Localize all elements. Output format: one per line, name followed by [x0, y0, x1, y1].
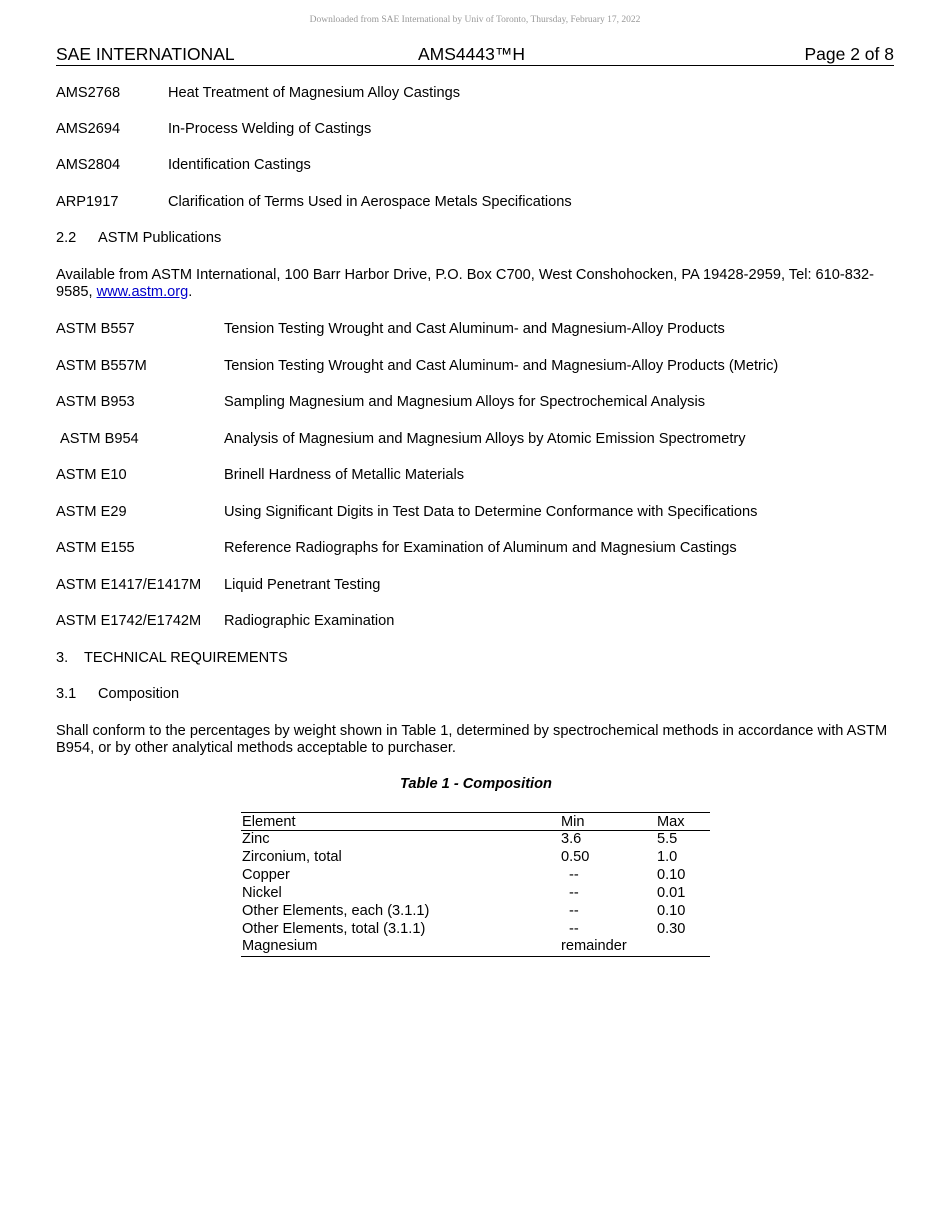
min-cell: 0.50 [561, 848, 590, 865]
reference-title: Using Significant Digits in Test Data to Determine Conformance with Specifications [224, 504, 758, 520]
composition-table [241, 812, 710, 957]
reference-code: AMS2694 [56, 121, 121, 137]
min-cell [560, 903, 656, 921]
section-title: Composition [98, 686, 180, 702]
column-header-max: Max [656, 813, 710, 831]
element-cell: Other Elements, total (3.1.1) [242, 920, 426, 937]
table-row [241, 903, 710, 921]
reference-title: Brinell Hardness of Metallic Materials [224, 467, 465, 483]
astm-intro-text: Available from ASTM International, 100 Barr Harbor Drive, P.O. Box C700, West Conshohocken, PA 19428-2959, Tel: 610-832-9585, [56, 267, 874, 300]
reference-title: Clarification of Terms Used in Aerospace Metals Specifications [168, 194, 572, 210]
min-value: -- [569, 902, 579, 919]
element-cell: Zinc [242, 831, 270, 847]
reference-code: ARP1917 [56, 194, 119, 210]
element-cell: Copper [242, 866, 290, 883]
min-cell [560, 867, 656, 885]
max-cell: 5.5 [657, 831, 678, 847]
header-doc-number: AMS4443™H [418, 44, 525, 64]
reference-code: AMS2768 [56, 85, 121, 101]
reference-title: Heat Treatment of Magnesium Alloy Castings [168, 85, 461, 101]
section-title: ASTM Publications [98, 230, 222, 246]
astm-intro-paragraph [56, 267, 896, 301]
min-value: -- [569, 884, 579, 901]
reference-code: ASTM B557 [56, 321, 135, 337]
element-cell: Zirconium, total [242, 848, 342, 865]
reference-title: Liquid Penetrant Testing [224, 577, 381, 593]
header-publisher: SAE INTERNATIONAL [56, 44, 235, 64]
reference-code: ASTM E10 [56, 467, 127, 483]
reference-code: AMS2804 [56, 157, 121, 173]
download-watermark: Downloaded from SAE International by Univ of Toronto, Thursday, February 17, 2022 [309, 15, 641, 25]
reference-title: In-Process Welding of Castings [168, 121, 372, 137]
min-cell: remainder [560, 938, 656, 956]
astm-intro-end: . [188, 284, 193, 300]
min-cell [560, 921, 656, 939]
element-cell: Other Elements, each (3.1.1) [242, 902, 430, 919]
section-title: TECHNICAL REQUIREMENTS [84, 650, 288, 666]
reference-code: ASTM E1742/E1742M [56, 613, 202, 629]
table-header-row [241, 813, 710, 831]
reference-code: ASTM E29 [56, 504, 127, 520]
reference-code: ASTM B953 [56, 394, 135, 410]
header-page-number: Page 2 of 8 [804, 44, 894, 64]
max-cell: 0.10 [657, 902, 686, 919]
composition-paragraph: Shall conform to the percentages by weight shown in Table 1, determined by spectrochemical methods in accordance with ASTM B954, or by other analytical methods acceptable to purchaser. [56, 723, 888, 756]
min-cell [560, 885, 656, 903]
element-cell: Magnesium [241, 938, 560, 956]
table-row [241, 921, 710, 939]
min-value: -- [569, 866, 579, 883]
section-number: 2.2 [56, 230, 77, 246]
min-cell: 3.6 [561, 831, 582, 847]
max-cell: 0.30 [657, 920, 686, 937]
min-value: -- [569, 920, 579, 937]
max-cell [656, 938, 710, 956]
reference-title: Tension Testing Wrought and Cast Aluminum- and Magnesium-Alloy Products [224, 321, 725, 337]
reference-code: ASTM E155 [56, 540, 135, 556]
reference-code: ASTM B954 [60, 431, 139, 447]
reference-title: Reference Radiographs for Examination of Aluminum and Magnesium Castings [224, 540, 737, 556]
reference-title: Radiographic Examination [224, 613, 395, 629]
column-header-element: Element [241, 813, 560, 831]
reference-title: Identification Castings [168, 157, 311, 173]
section-number: 3.1 [56, 686, 77, 702]
table-row [241, 867, 710, 885]
page-header [56, 44, 894, 66]
table-row [241, 885, 710, 903]
column-header-min: Min [560, 813, 656, 831]
element-cell: Nickel [242, 884, 282, 901]
astm-website-link[interactable]: www.astm.org [96, 284, 189, 300]
reference-title: Tension Testing Wrought and Cast Aluminum- and Magnesium-Alloy Products (Metric) [224, 358, 779, 374]
reference-title: Analysis of Magnesium and Magnesium Alloys by Atomic Emission Spectrometry [224, 431, 746, 447]
table-row [241, 849, 710, 867]
table-caption: Table 1 - Composition [400, 776, 552, 792]
reference-title: Sampling Magnesium and Magnesium Alloys for Spectrochemical Analysis [224, 394, 706, 410]
section-number: 3. [56, 650, 69, 666]
max-cell: 0.01 [657, 884, 686, 901]
max-cell: 0.10 [657, 866, 686, 883]
table-row [241, 831, 710, 849]
table-row [241, 938, 710, 956]
max-cell: 1.0 [657, 848, 678, 865]
reference-code: ASTM B557M [56, 358, 147, 374]
reference-code: ASTM E1417/E1417M [56, 577, 202, 593]
